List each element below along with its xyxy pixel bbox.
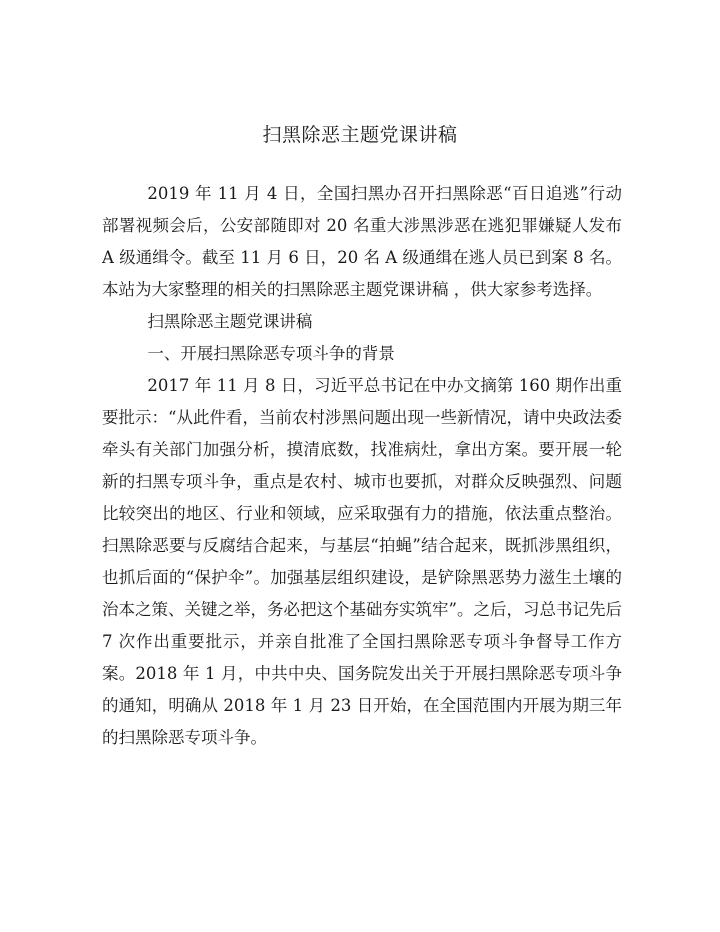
section-heading: 一、开展扫黑除恶专项斗争的背景 <box>147 344 395 363</box>
paragraph-background: 2017 年 11 月 8 日，习近平总书记在中办文摘第 160 期作出重要批示：“从此件看，当前农村涉黑问题出现一些新情况，请中央政法委牵头有关部门加强分析，摸清底数，找准病灶，拿出方案。要开展一轮新的扫黑专项斗争，重点是农村、城市也要抓，对群众反映强烈、问题比较突出的地区、行业和领域，应采取强有力的措施，依法重点整治。扫黑除恶要与反腐结合起来，与基层“拍蝇”结合起来，既抓涉黑组织，也抓后面的“保护伞”。加强基层组织建设，是铲除黑恶势力滋生土壤的治本之策、关键之举，务必把这个基础夯实筑牢”。之后，习总书记先后 7 次作出重要批示，并亲自批准了全国扫黑除恶专项斗争督导工作方案。2018 年 1 月，中共中央、国务院发出关于开展扫黑除恶专项斗争的通知，明确从 2018 年 1 月 23 日开始，在全国范围内开展为期三年的扫黑除恶专项斗争。 <box>102 376 622 747</box>
document-body <box>102 178 622 754</box>
paragraph-intro: 2019 年 11 月 4 日，全国扫黑办召开扫黑除恶“百日追逃”行动部署视频会后，公安部随即对 20 名重大涉黑涉恶在逃犯罪嫌疑人发布 A 级通缉令。截至 11 月 6 日，20 名 A 级通缉在逃人员已到案 8 名。本站为大家整理的相关的扫黑除恶主题党课讲稿 ，供大家参考选择。 <box>102 184 622 299</box>
paragraph-subtitle: 扫黑除恶主题党课讲稿 <box>147 312 313 331</box>
document-title: 扫黑除恶主题党课讲稿 <box>262 124 458 146</box>
